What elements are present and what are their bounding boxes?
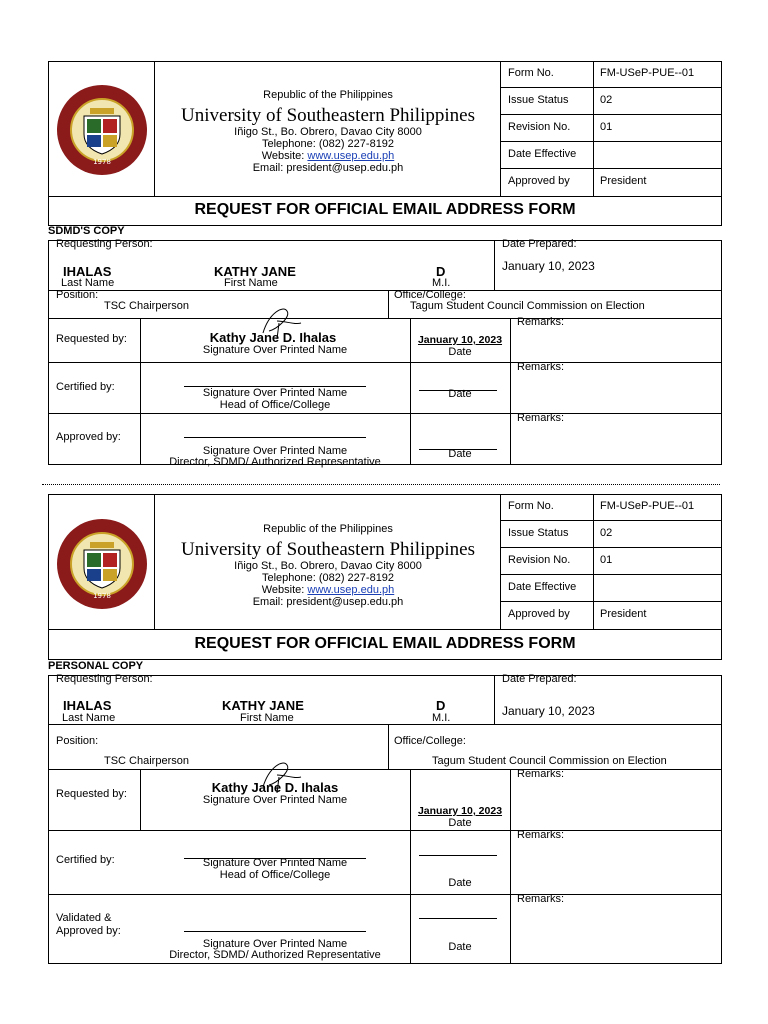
first-name-label: First Name — [224, 277, 278, 289]
sig-caption: Signature Over Printed Name — [202, 387, 348, 399]
requested-by-label: Requested by: — [56, 788, 127, 800]
meta-label: Form No. — [508, 500, 554, 512]
address: Iñigo St., Bo. Obrero, Davao City 8000 — [234, 126, 422, 138]
meta-value: President — [600, 608, 647, 620]
address: Iñigo St., Bo. Obrero, Davao City 8000 — [234, 560, 422, 572]
first-name-value: KATHY JANE — [214, 264, 296, 279]
certified-by-label: Certified by: — [56, 854, 115, 866]
meta-label: Approved by — [508, 175, 570, 187]
head-caption: Head of Office/College — [219, 399, 331, 411]
meta-value: 02 — [600, 94, 613, 106]
meta-label: Revision No. — [508, 554, 571, 566]
university-seal-icon — [56, 84, 148, 176]
remarks-label: Remarks: — [517, 893, 565, 905]
office-label: Office/College: — [394, 289, 466, 301]
remarks-label: Remarks: — [517, 768, 565, 780]
last-name-value: IHALAS — [63, 698, 112, 713]
last-name-label: Last Name — [62, 712, 116, 724]
sig-caption: Signature Over Printed Name — [202, 794, 348, 806]
director-caption: Director, SDMD/ Authorized Representative — [169, 456, 381, 468]
meta-label: Approved by — [508, 608, 570, 620]
sig-caption: Signature Over Printed Name — [202, 857, 348, 869]
sig-caption: Signature Over Printed Name — [202, 344, 348, 356]
validated-label-2: Approved by: — [56, 925, 121, 937]
head-caption: Head of Office/College — [219, 869, 331, 881]
copy-label: SDMD'S COPY — [48, 225, 125, 237]
sig-caption: Signature Over Printed Name — [202, 938, 348, 950]
email: Email: president@usep.edu.ph — [252, 596, 404, 608]
website-link[interactable]: www.usep.edu.ph — [307, 150, 395, 162]
meta-label: Date Effective — [508, 148, 577, 160]
meta-value: 01 — [600, 121, 613, 133]
telephone: Telephone: (082) 227-8192 — [261, 138, 395, 150]
meta-label: Revision No. — [508, 121, 571, 133]
date-prepared-value: January 10, 2023 — [502, 259, 595, 273]
university-name: University of Southeastern Philippines — [181, 105, 475, 126]
mi-value: D — [436, 698, 446, 713]
website: Website: www.usep.edu.ph — [261, 584, 395, 596]
meta-label: Issue Status — [508, 94, 569, 106]
telephone: Telephone: (082) 227-8192 — [261, 572, 395, 584]
requester-signature-name: Kathy Jane D. Ihalas — [209, 330, 337, 345]
requesting-person-label: Requesting Person: — [56, 238, 153, 250]
meta-value: 01 — [600, 554, 613, 566]
position-label: Position: — [56, 735, 99, 747]
date-line — [419, 918, 497, 919]
mi-label: M.I. — [432, 277, 451, 289]
date-caption: Date — [448, 448, 472, 460]
date-prepared-value: January 10, 2023 — [502, 704, 595, 718]
approved-by-label: Approved by: — [56, 431, 121, 443]
request-table — [48, 240, 722, 465]
website: Website: www.usep.edu.ph — [261, 150, 395, 162]
meta-value: President — [600, 175, 647, 187]
position-value: TSC Chairperson — [104, 300, 189, 312]
first-name-value: KATHY JANE — [222, 698, 304, 713]
requester-signature-name: Kathy Jane D. Ihalas — [211, 780, 339, 795]
remarks-label: Remarks: — [517, 316, 565, 328]
university-name: University of Southeastern Philippines — [181, 539, 475, 560]
office-value: Tagum Student Council Commission on Election — [432, 755, 667, 767]
request-table — [48, 675, 722, 964]
office-label: Office/College: — [394, 735, 466, 747]
request-date-value: January 10, 2023 — [417, 334, 503, 346]
form-title: REQUEST FOR OFFICIAL EMAIL ADDRESS FORM — [194, 201, 576, 218]
date-caption: Date — [448, 877, 472, 889]
cut-line-divider — [42, 484, 720, 485]
director-caption: Director, SDMD/ Authorized Representative — [169, 949, 381, 961]
position-label: Position: — [56, 289, 99, 301]
date-caption: Date — [448, 817, 472, 829]
request-date-value: January 10, 2023 — [417, 805, 503, 817]
svg-text:1978: 1978 — [93, 158, 111, 166]
meta-value: FM-USeP-PUE--01 — [600, 500, 695, 512]
mi-label: M.I. — [432, 712, 451, 724]
date-caption: Date — [448, 388, 472, 400]
remarks-label: Remarks: — [517, 412, 565, 424]
remarks-label: Remarks: — [517, 361, 565, 373]
first-name-label: First Name — [240, 712, 294, 724]
position-value: TSC Chairperson — [104, 755, 189, 767]
date-prepared-label: Date Prepared: — [502, 238, 577, 250]
last-name-label: Last Name — [61, 277, 115, 289]
meta-value: FM-USeP-PUE--01 — [600, 67, 695, 79]
last-name-value: IHALAS — [63, 264, 112, 279]
meta-label: Form No. — [508, 67, 554, 79]
validated-label: Validated & — [56, 912, 112, 924]
website-link[interactable]: www.usep.edu.ph — [307, 584, 395, 596]
meta-label: Issue Status — [508, 527, 569, 539]
date-line — [419, 855, 497, 856]
date-caption: Date — [448, 941, 472, 953]
signature-line — [184, 931, 366, 932]
meta-value: 02 — [600, 527, 613, 539]
sig-caption: Signature Over Printed Name — [202, 445, 348, 457]
copy-label: PERSONAL COPY — [48, 660, 144, 672]
date-caption: Date — [448, 346, 472, 358]
meta-label: Date Effective — [508, 581, 577, 593]
svg-text:1978: 1978 — [93, 592, 111, 600]
date-prepared-label: Date Prepared: — [502, 673, 577, 685]
requesting-person-label: Requesting Person: — [56, 673, 153, 685]
office-value: Tagum Student Council Commission on Election — [410, 300, 645, 312]
email: Email: president@usep.edu.ph — [252, 162, 404, 174]
form-title: REQUEST FOR OFFICIAL EMAIL ADDRESS FORM — [194, 635, 576, 652]
requested-by-label: Requested by: — [56, 333, 127, 345]
university-seal-icon — [56, 518, 148, 610]
certified-by-label: Certified by: — [56, 381, 115, 393]
remarks-label: Remarks: — [517, 829, 565, 841]
signature-line — [184, 437, 366, 438]
republic-label: Republic of the Philippines — [263, 523, 393, 535]
mi-value: D — [436, 264, 446, 279]
republic-label: Republic of the Philippines — [263, 89, 393, 101]
